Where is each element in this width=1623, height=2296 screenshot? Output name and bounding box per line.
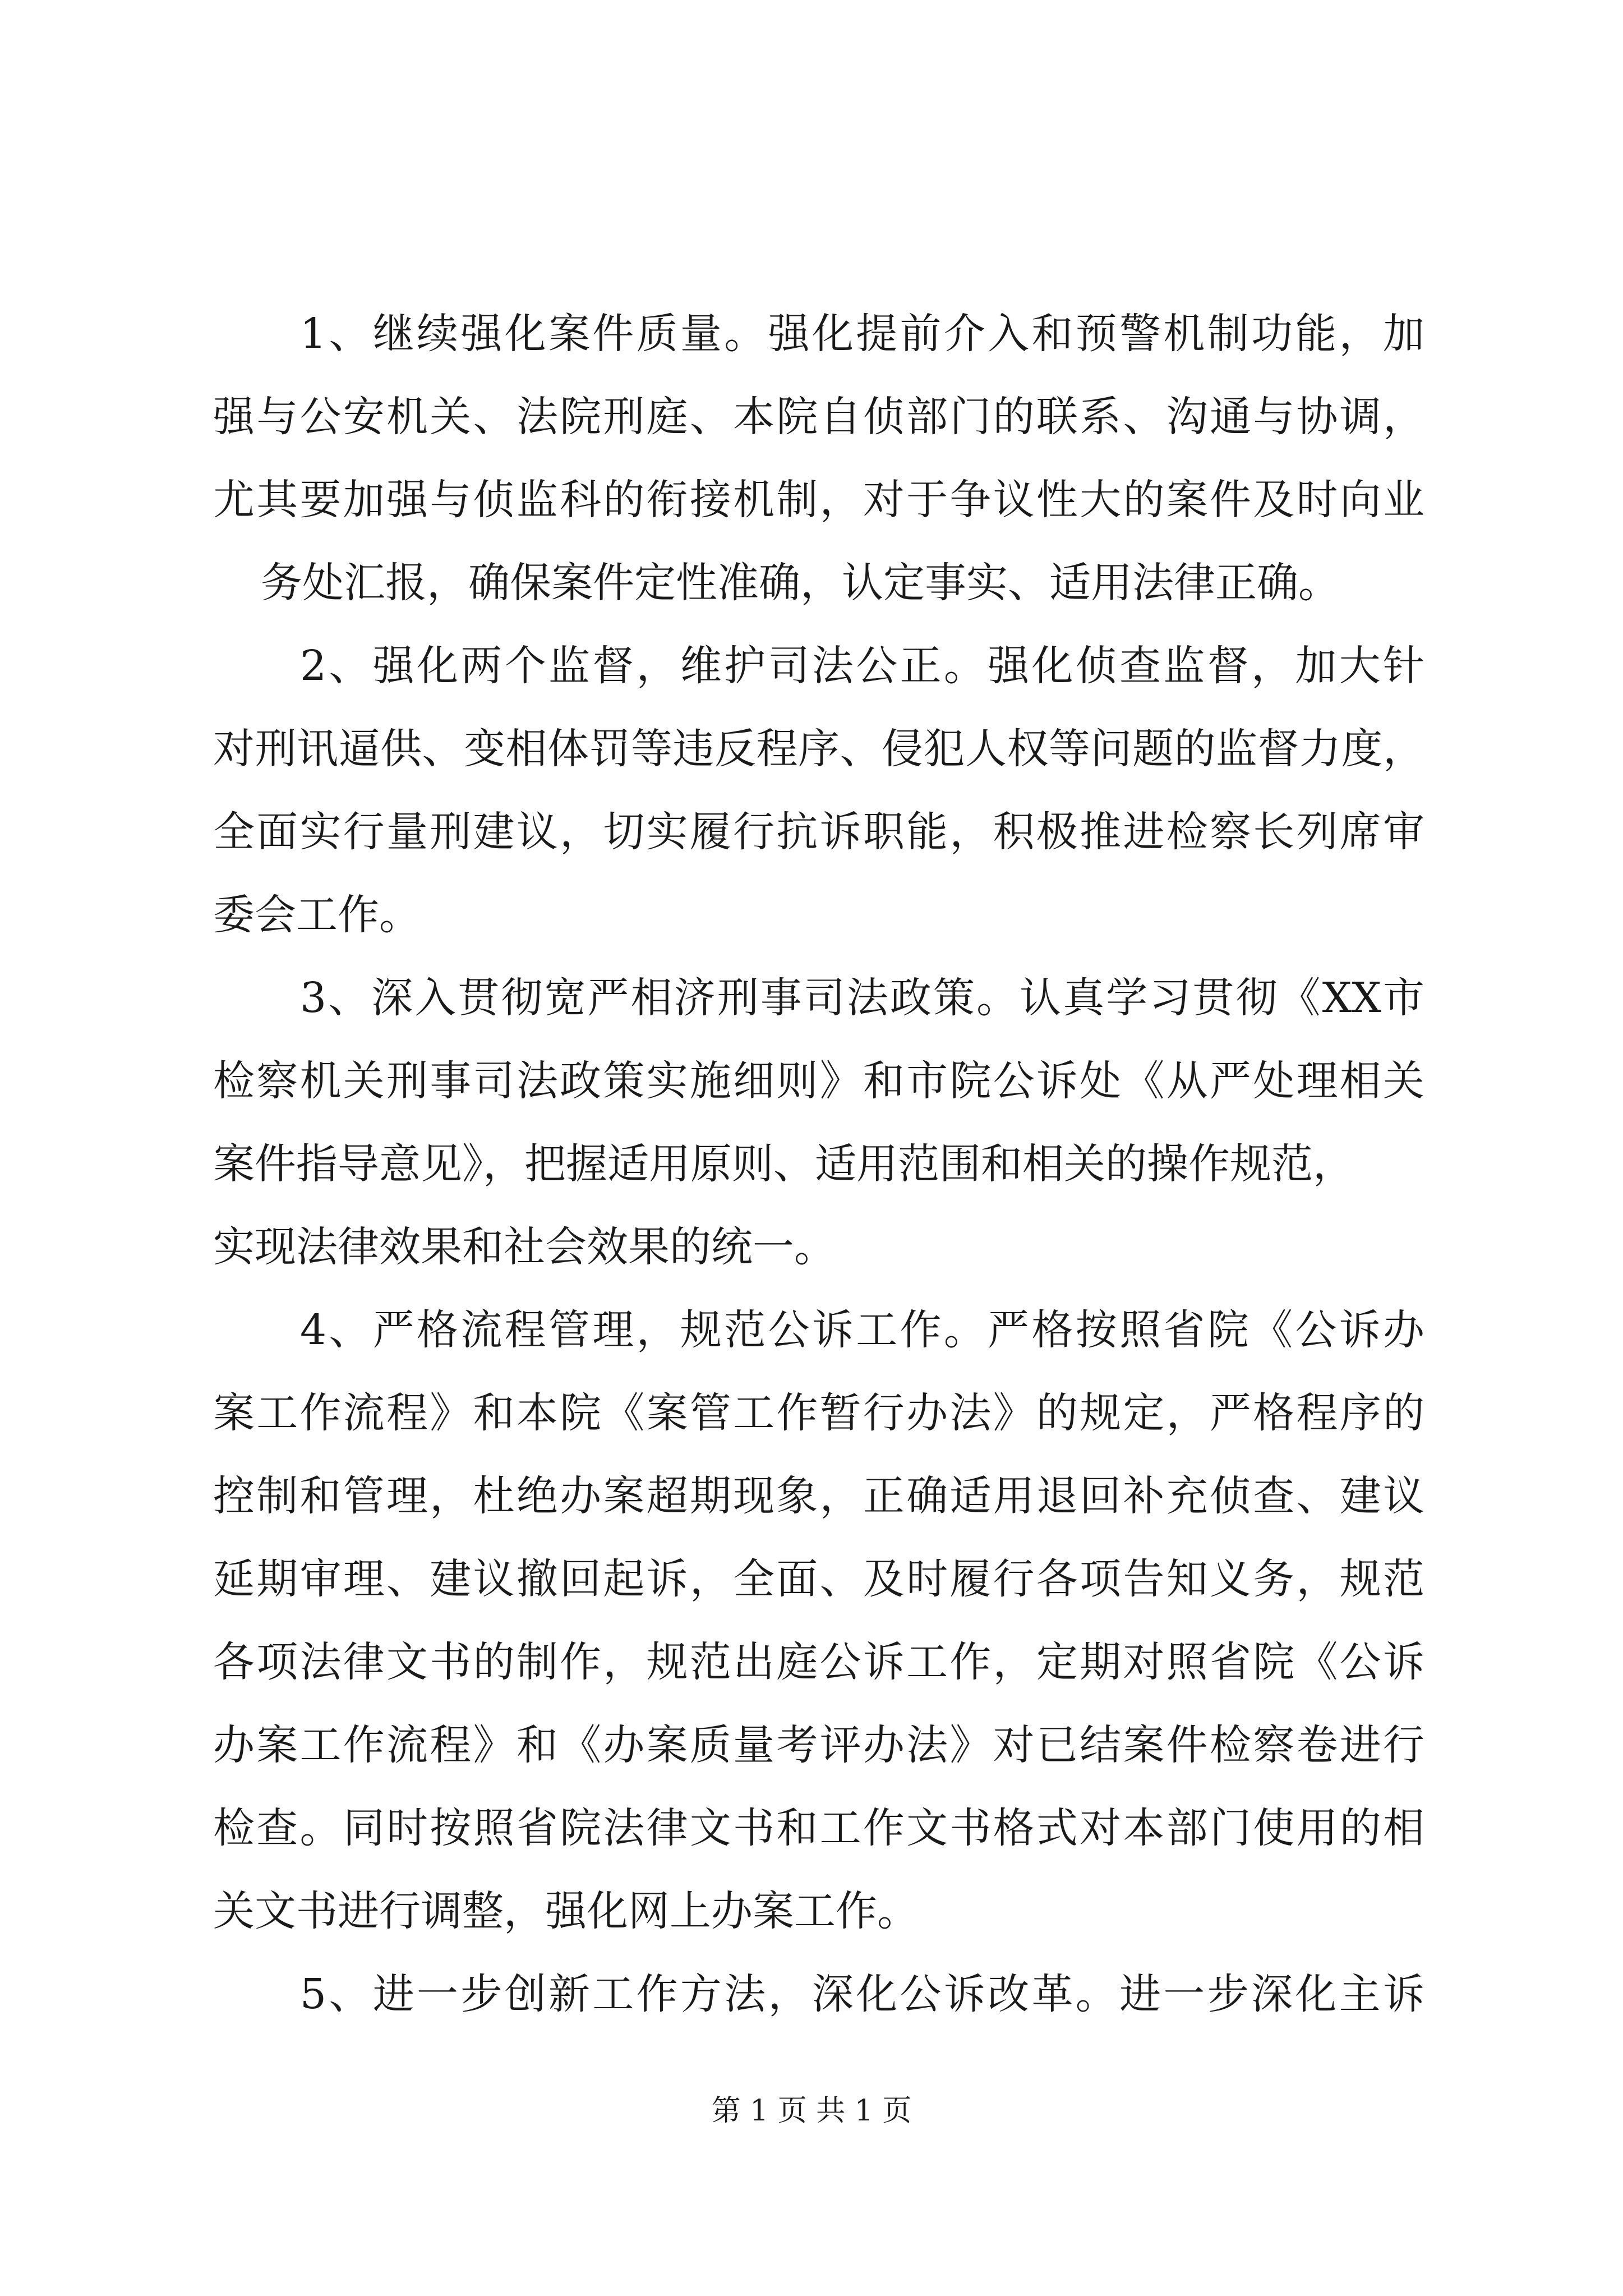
paragraph-1-line-3: 尤其要加强与侦监科的衔接机制，对于争议性大的案件及时向业: [213, 476, 1424, 524]
paragraph-2-line-1: 2、强化两个监督，维护司法公正。强化侦查监督，加大针: [300, 642, 1424, 690]
paragraph-3-line-2: 检察机关刑事司法政策实施细则》和市院公诉处《从严处理相关: [213, 1057, 1424, 1105]
paragraph-1-line-4: 务处汇报，确保案件定性准确，认定事实、适用法律正确。: [261, 559, 1340, 607]
paragraph-5-line-1: 5、进一步创新工作方法，深化公诉改革。进一步深化主诉: [300, 1970, 1424, 2018]
paragraph-1-line-2: 强与公安机关、法院刑庭、本院自侦部门的联系、沟通与协调，: [213, 393, 1424, 441]
paragraph-4-line-6: 办案工作流程》和《办案质量考评办法》对已结案件检察卷进行: [213, 1721, 1424, 1769]
paragraph-4-line-4: 延期审理、建议撤回起诉，全面、及时履行各项告知义务，规范: [213, 1555, 1424, 1603]
paragraph-4-line-5: 各项法律文书的制作，规范出庭公诉工作，定期对照省院《公诉: [213, 1638, 1424, 1686]
page-number-footer: 第 1 页 共 1 页: [711, 2094, 912, 2128]
paragraph-3-line-4: 实现法律效果和社会效果的统一。: [213, 1223, 836, 1271]
paragraph-4-line-1: 4、严格流程管理，规范公诉工作。严格按照省院《公诉办: [300, 1306, 1424, 1354]
paragraph-3-line-1: 3、深入贯彻宽严相济刑事司法政策。认真学习贯彻《XX市: [300, 974, 1424, 1022]
paragraph-4-line-8: 关文书进行调整，强化网上办案工作。: [213, 1887, 919, 1935]
paragraph-4-line-3: 控制和管理，杜绝办案超期现象，正确适用退回补充侦查、建议: [213, 1472, 1424, 1520]
paragraph-2-line-4: 委会工作。: [213, 891, 421, 939]
paragraph-4-line-7: 检查。同时按照省院法律文书和工作文书格式对本部门使用的相: [213, 1804, 1424, 1852]
paragraph-4-line-2: 案工作流程》和本院《案管工作暂行办法》的规定，严格程序的: [213, 1389, 1424, 1437]
paragraph-1-line-1: 1、继续强化案件质量。强化提前介入和预警机制功能，加: [300, 310, 1424, 358]
paragraph-3-line-3: 案件指导意见》，把握适用原则、适用范围和相关的操作规范，: [213, 1140, 1354, 1188]
paragraph-2-line-3: 全面实行量刑建议，切实履行抗诉职能，积极推进检察长列席审: [213, 808, 1424, 856]
paragraph-2-line-2: 对刑讯逼供、变相体罚等违反程序、侵犯人权等问题的监督力度，: [213, 725, 1424, 773]
